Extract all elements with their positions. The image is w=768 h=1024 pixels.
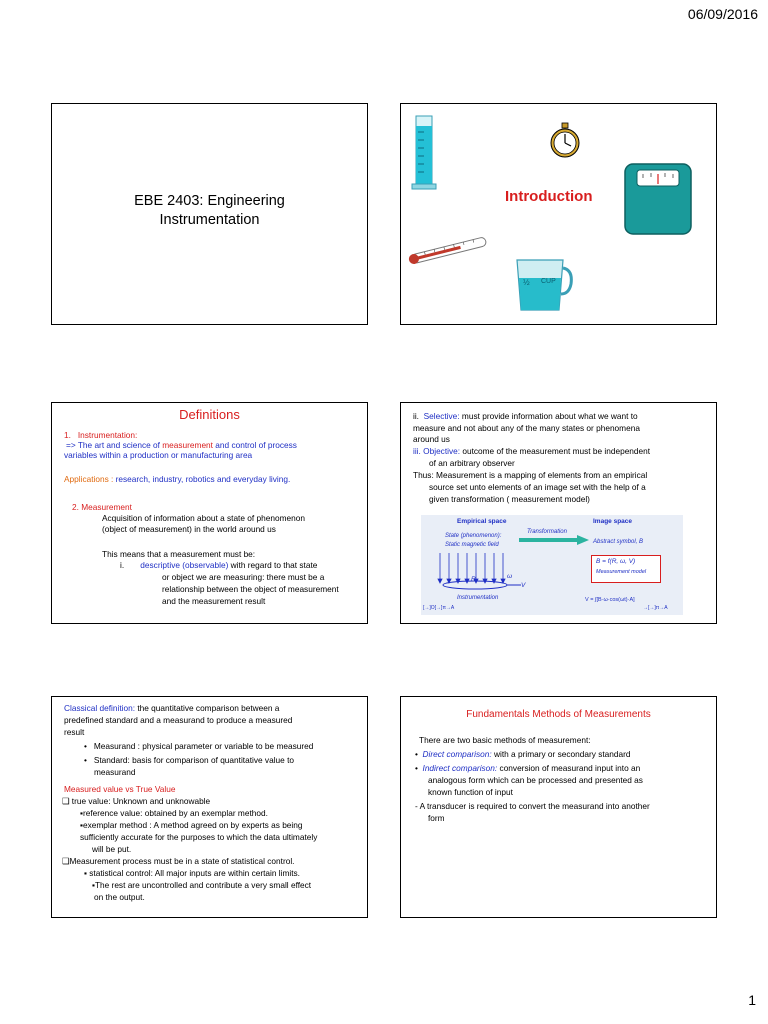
reference-value-text: reference value: obtained by an exemplar method. xyxy=(82,808,268,818)
reference-value-line xyxy=(80,808,268,818)
cup-fraction-label: ½ xyxy=(523,278,530,287)
item-i-line2: or object we are measuring: there must be a xyxy=(162,572,325,582)
item2-line1: Acquisition of information about a state of phenomenon xyxy=(102,513,305,523)
checkbox-bullet-icon: ❑ xyxy=(62,856,70,866)
item-i-line1 xyxy=(120,560,317,570)
thus-line1: Thus: Measurement is a mapping of elements from an empirical xyxy=(413,470,648,480)
static-field-label: Static magnetic field xyxy=(445,542,499,548)
slide-heading: Introduction xyxy=(505,188,593,205)
rest-line1 xyxy=(92,880,311,890)
applications-end: . xyxy=(287,474,291,484)
thus-line2: source set unto elements of an image set with the help of a xyxy=(429,482,646,492)
instrumentation-label: Instrumentation xyxy=(457,595,499,601)
direct-comparison-line: • Direct comparison: with a primary or secondary standard xyxy=(415,749,631,759)
transducer-line1: - A transducer is required to convert the measurand into another xyxy=(415,801,650,811)
applications-label: Applications : xyxy=(64,474,116,484)
bullet-measurand-text: Measurand : physical parameter or variable to be measured xyxy=(93,741,314,751)
item-i-text1: with regard to that state xyxy=(228,560,318,570)
item1-definition-line1 xyxy=(66,440,297,450)
indirect-comparison-text: conversion of measurand input into an xyxy=(497,763,641,773)
slide-introduction xyxy=(400,103,717,325)
rest-text: The rest are uncontrolled and contribute a very small effect xyxy=(94,880,312,890)
bullet-standard: • Standard: basis for comparison of quantitative value to xyxy=(84,755,294,765)
item2-heading: 2. Measurement xyxy=(72,502,132,512)
r-label: R xyxy=(471,576,476,583)
thus-line3: given transformation ( measurement model) xyxy=(429,494,590,504)
classical-line1 xyxy=(64,703,279,713)
empirical-space-label: Empirical space xyxy=(457,518,507,525)
applications-text: research, industry, robotics and everyday living xyxy=(115,474,288,484)
thermometer-icon xyxy=(405,236,491,266)
item-ii-heading: Selective: xyxy=(423,411,460,421)
true-value-text: true value: Unknown and unknowable xyxy=(71,796,211,806)
item2-line2: (object of measurement) in the world around us xyxy=(102,524,276,534)
classical-line2: predefined standard and a measurand to produce a measured xyxy=(64,715,293,725)
cup-unit-label: CUP xyxy=(541,278,556,285)
item-iii-line1 xyxy=(413,446,650,456)
def-text-c: and control of process xyxy=(212,440,297,450)
indirect-comparison-line3: known function of input xyxy=(428,787,513,797)
process-line xyxy=(62,856,295,866)
v-label: V xyxy=(521,582,526,589)
omega-label: ω xyxy=(507,573,513,580)
item-ii-line1 xyxy=(413,411,638,421)
applications-line xyxy=(64,474,290,484)
def-text-a: => The art and science of xyxy=(66,440,163,450)
slide-classical-definition xyxy=(51,696,368,918)
page-number: 1 xyxy=(748,992,756,1008)
measurement-diagram xyxy=(421,515,683,615)
classical-heading: Classical definition: xyxy=(64,703,136,713)
item1-number: 1. xyxy=(64,430,71,440)
slide-heading: Definitions xyxy=(179,407,240,422)
bullet-standard-line2: measurand xyxy=(94,767,136,777)
slide-selective-objective xyxy=(400,402,717,624)
measurement-model-box xyxy=(591,555,661,583)
course-title-line2: Instrumentation xyxy=(159,212,260,228)
exemplar-text: exemplar method : A method agreed on by experts as being xyxy=(82,820,303,830)
measuring-cup-icon xyxy=(511,254,573,314)
indirect-comparison-line2: analogous form which can be processed and presented as xyxy=(428,775,643,785)
exemplar-line1 xyxy=(80,820,303,830)
bullet-measurand: • Measurand : physical parameter or variable to be measured xyxy=(84,741,314,751)
measuring-cylinder-icon xyxy=(409,112,439,192)
model-formula: B = f(R, ω, V) xyxy=(596,558,636,565)
measured-vs-true-heading: Measured value vs True Value xyxy=(64,784,176,794)
square-bullet-icon: ▪ xyxy=(84,868,87,878)
item1-title: Instrumentation: xyxy=(77,430,138,440)
image-space-label: Image space xyxy=(593,518,633,525)
transformation-label: Transformation xyxy=(527,529,567,535)
item-iii-heading: Objective: xyxy=(423,446,461,456)
classical-text: the quantitative comparison between a xyxy=(135,703,280,713)
transformation-arrow-icon xyxy=(519,535,589,545)
item-ii-line3: around us xyxy=(413,434,450,444)
item-i-heading: descriptive (observable) xyxy=(140,560,229,570)
exemplar-line2: sufficiently accurate for the purposes to which the data ultimately xyxy=(80,832,318,842)
diagram-footer-formula: V = ∫[B·ω·cos(ωt)·A] xyxy=(585,597,635,603)
means-line: This means that a measurement must be: xyxy=(102,549,256,559)
transducer-line2: form xyxy=(428,813,445,823)
square-bullet-icon: ▪ xyxy=(92,880,95,890)
square-bullet-icon: ▪ xyxy=(80,820,83,830)
slide-title xyxy=(51,103,368,325)
process-text: Measurement process must be in a state of statistical control. xyxy=(69,856,295,866)
item-iii-line2: of an arbitrary observer xyxy=(429,458,515,468)
item-iii-text: outcome of the measurement must be independent xyxy=(460,446,651,456)
slide-definitions xyxy=(51,402,368,624)
bullet-standard-text: Standard: basis for comparison of quantitative value to xyxy=(93,755,294,765)
square-bullet-icon: ▪ xyxy=(80,808,83,818)
stat-control-text: statistical control: All major inputs are within certain limits. xyxy=(89,868,300,878)
checkbox-bullet-icon: ❑ xyxy=(62,796,70,806)
rest-line2: on the output. xyxy=(94,892,145,902)
header-date: 06/09/2016 xyxy=(687,6,758,22)
stopwatch-icon xyxy=(548,122,582,160)
item1-heading xyxy=(64,430,137,440)
methods-intro: There are two basic methods of measurement: xyxy=(419,735,591,745)
indirect-comparison-heading: Indirect comparison: xyxy=(422,763,498,773)
classical-line3: result xyxy=(64,727,85,737)
item1-definition-line2: variables within a production or manufacturing area xyxy=(64,450,253,460)
direct-comparison-text: with a primary or secondary standard xyxy=(491,749,631,759)
exemplar-line3: will be put. xyxy=(92,844,132,854)
diagram-footer-left: [→]Ο[→]π→Α xyxy=(423,605,455,611)
def-text-b: measurement xyxy=(162,440,213,450)
item-i-line3: relationship between the object of measurement xyxy=(162,584,339,594)
slide-heading: Fundamentals Methods of Measurements xyxy=(466,709,651,720)
true-value-line xyxy=(62,796,210,806)
state-label: State (phenomenon): xyxy=(445,533,502,539)
item-iii-number: iii. xyxy=(413,446,421,456)
direct-comparison-heading: Direct comparison: xyxy=(422,749,492,759)
item-i-line4: and the measurement result xyxy=(162,596,266,606)
bathroom-scale-icon xyxy=(623,162,695,238)
diagram-footer-right: →[→]π→Α xyxy=(643,605,668,611)
abstract-symbol-label: Abstract symbol, B xyxy=(593,539,644,545)
item-ii-line2: measure and not about any of the many states or phenomena xyxy=(413,423,640,433)
slide-fundamental-methods xyxy=(400,696,717,918)
course-title-line1: EBE 2403: Engineering xyxy=(134,193,285,209)
item-ii-text: must provide information about what we want to xyxy=(459,411,638,421)
item-ii-number: ii. xyxy=(413,411,419,421)
item-i-number: i. xyxy=(120,560,125,570)
model-label: Measurement model xyxy=(596,569,647,575)
indirect-comparison-line1: • Indirect comparison: conversion of measurand input into an xyxy=(415,763,641,773)
stat-control-line xyxy=(84,868,300,878)
